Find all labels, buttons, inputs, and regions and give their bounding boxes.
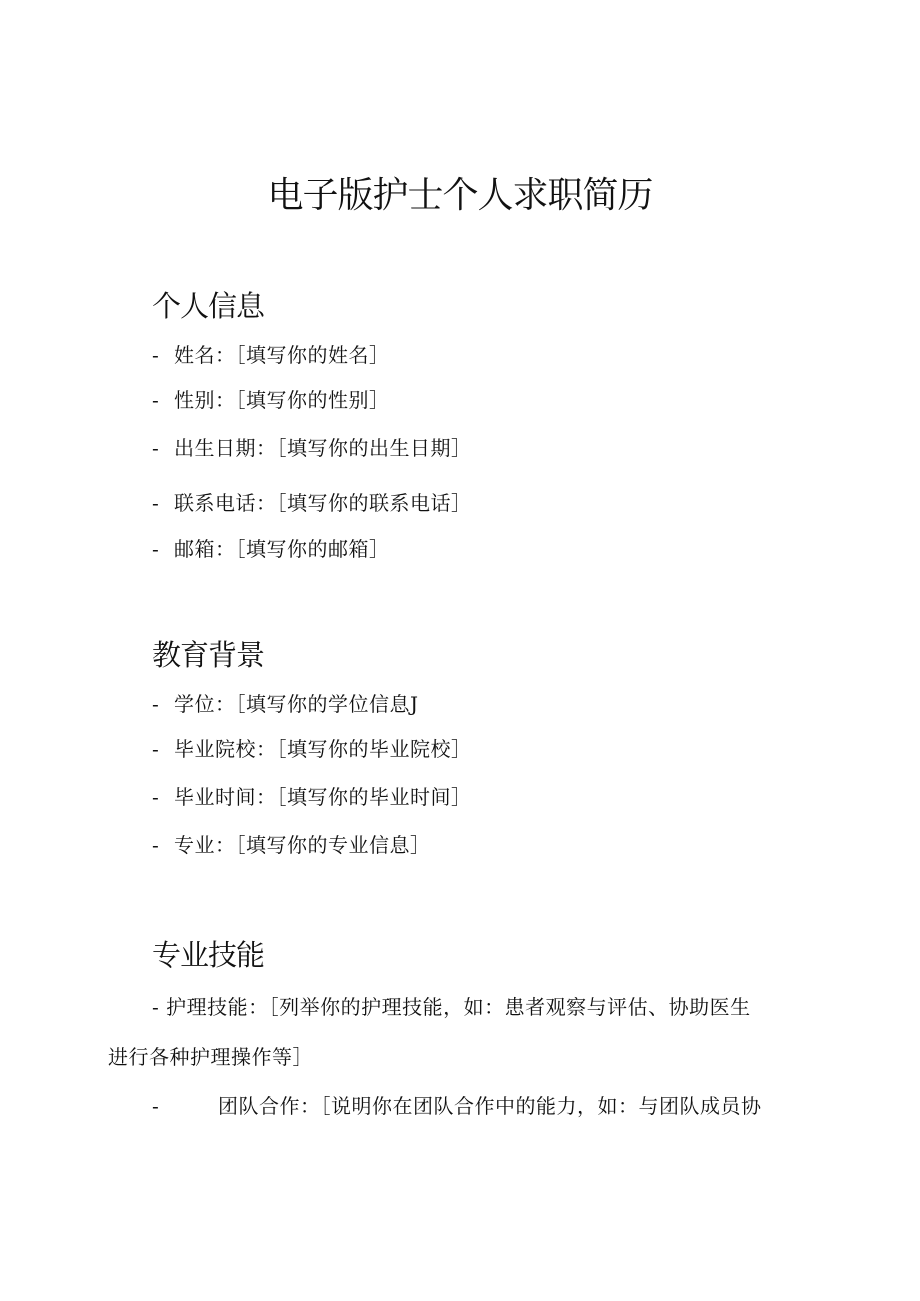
item-value: ［填写你的姓名］ bbox=[235, 343, 390, 367]
document-title: 电子版护士个人求职简历 bbox=[267, 175, 653, 216]
bullet-dash: - bbox=[152, 491, 160, 515]
list-item-degree bbox=[152, 689, 419, 719]
paragraph-line bbox=[108, 1091, 808, 1121]
bullet-dash: - bbox=[152, 436, 160, 460]
section-heading-personal-info: 个人信息 bbox=[152, 289, 265, 323]
paragraph-line: 进行各种护理操作等］ bbox=[108, 1045, 313, 1069]
section-heading-skills: 专业技能 bbox=[152, 938, 265, 972]
paragraph-line: - 护理技能：［列举你的护理技能，如：患者观察与评估、协助医生 bbox=[152, 995, 751, 1019]
item-value: ［填写你的专业信息］ bbox=[235, 833, 431, 857]
list-item-phone bbox=[152, 488, 472, 518]
item-label: 性别： bbox=[174, 388, 236, 412]
list-item-graduation-date bbox=[152, 782, 472, 812]
bullet-dash: - bbox=[152, 388, 160, 412]
bullet-dash: - bbox=[152, 737, 160, 761]
item-value: ［填写你的联系电话］ bbox=[276, 491, 472, 515]
item-label: 邮箱： bbox=[174, 537, 236, 561]
item-label: 出生日期： bbox=[174, 436, 277, 460]
item-value: ［填写你的邮箱］ bbox=[235, 537, 390, 561]
item-value: ［填写你的毕业院校］ bbox=[276, 737, 472, 761]
bullet-dash: - bbox=[152, 833, 160, 857]
paragraph-text: 团队合作：［说明你在团队合作中的能力，如：与团队成员协 bbox=[218, 1094, 762, 1118]
paragraph-teamwork bbox=[108, 1091, 808, 1121]
bullet-dash: - bbox=[152, 785, 160, 809]
item-label: 毕业时间： bbox=[174, 785, 277, 809]
list-item-gender bbox=[152, 385, 390, 415]
item-value: ［填写你的出生日期］ bbox=[276, 436, 472, 460]
section-heading-education: 教育背景 bbox=[152, 638, 265, 672]
bullet-dash: - bbox=[152, 1094, 160, 1118]
bullet-dash: - bbox=[152, 537, 160, 561]
item-value: ［填写你的学位信息J bbox=[235, 692, 419, 716]
list-item-major bbox=[152, 830, 431, 860]
list-item-name bbox=[152, 340, 390, 370]
list-item-birthdate bbox=[152, 433, 472, 463]
item-label: 专业： bbox=[174, 833, 236, 857]
item-label: 毕业院校： bbox=[174, 737, 277, 761]
paragraph-nursing-skills bbox=[108, 992, 808, 1072]
item-value: ［填写你的毕业时间］ bbox=[276, 785, 472, 809]
item-value: ［填写你的性别］ bbox=[235, 388, 390, 412]
list-item-school bbox=[152, 734, 472, 764]
item-label: 学位： bbox=[174, 692, 236, 716]
item-label: 姓名： bbox=[174, 343, 236, 367]
item-label: 联系电话： bbox=[174, 491, 277, 515]
bullet-dash: - bbox=[152, 343, 160, 367]
bullet-dash: - bbox=[152, 692, 160, 716]
list-item-email bbox=[152, 534, 390, 564]
